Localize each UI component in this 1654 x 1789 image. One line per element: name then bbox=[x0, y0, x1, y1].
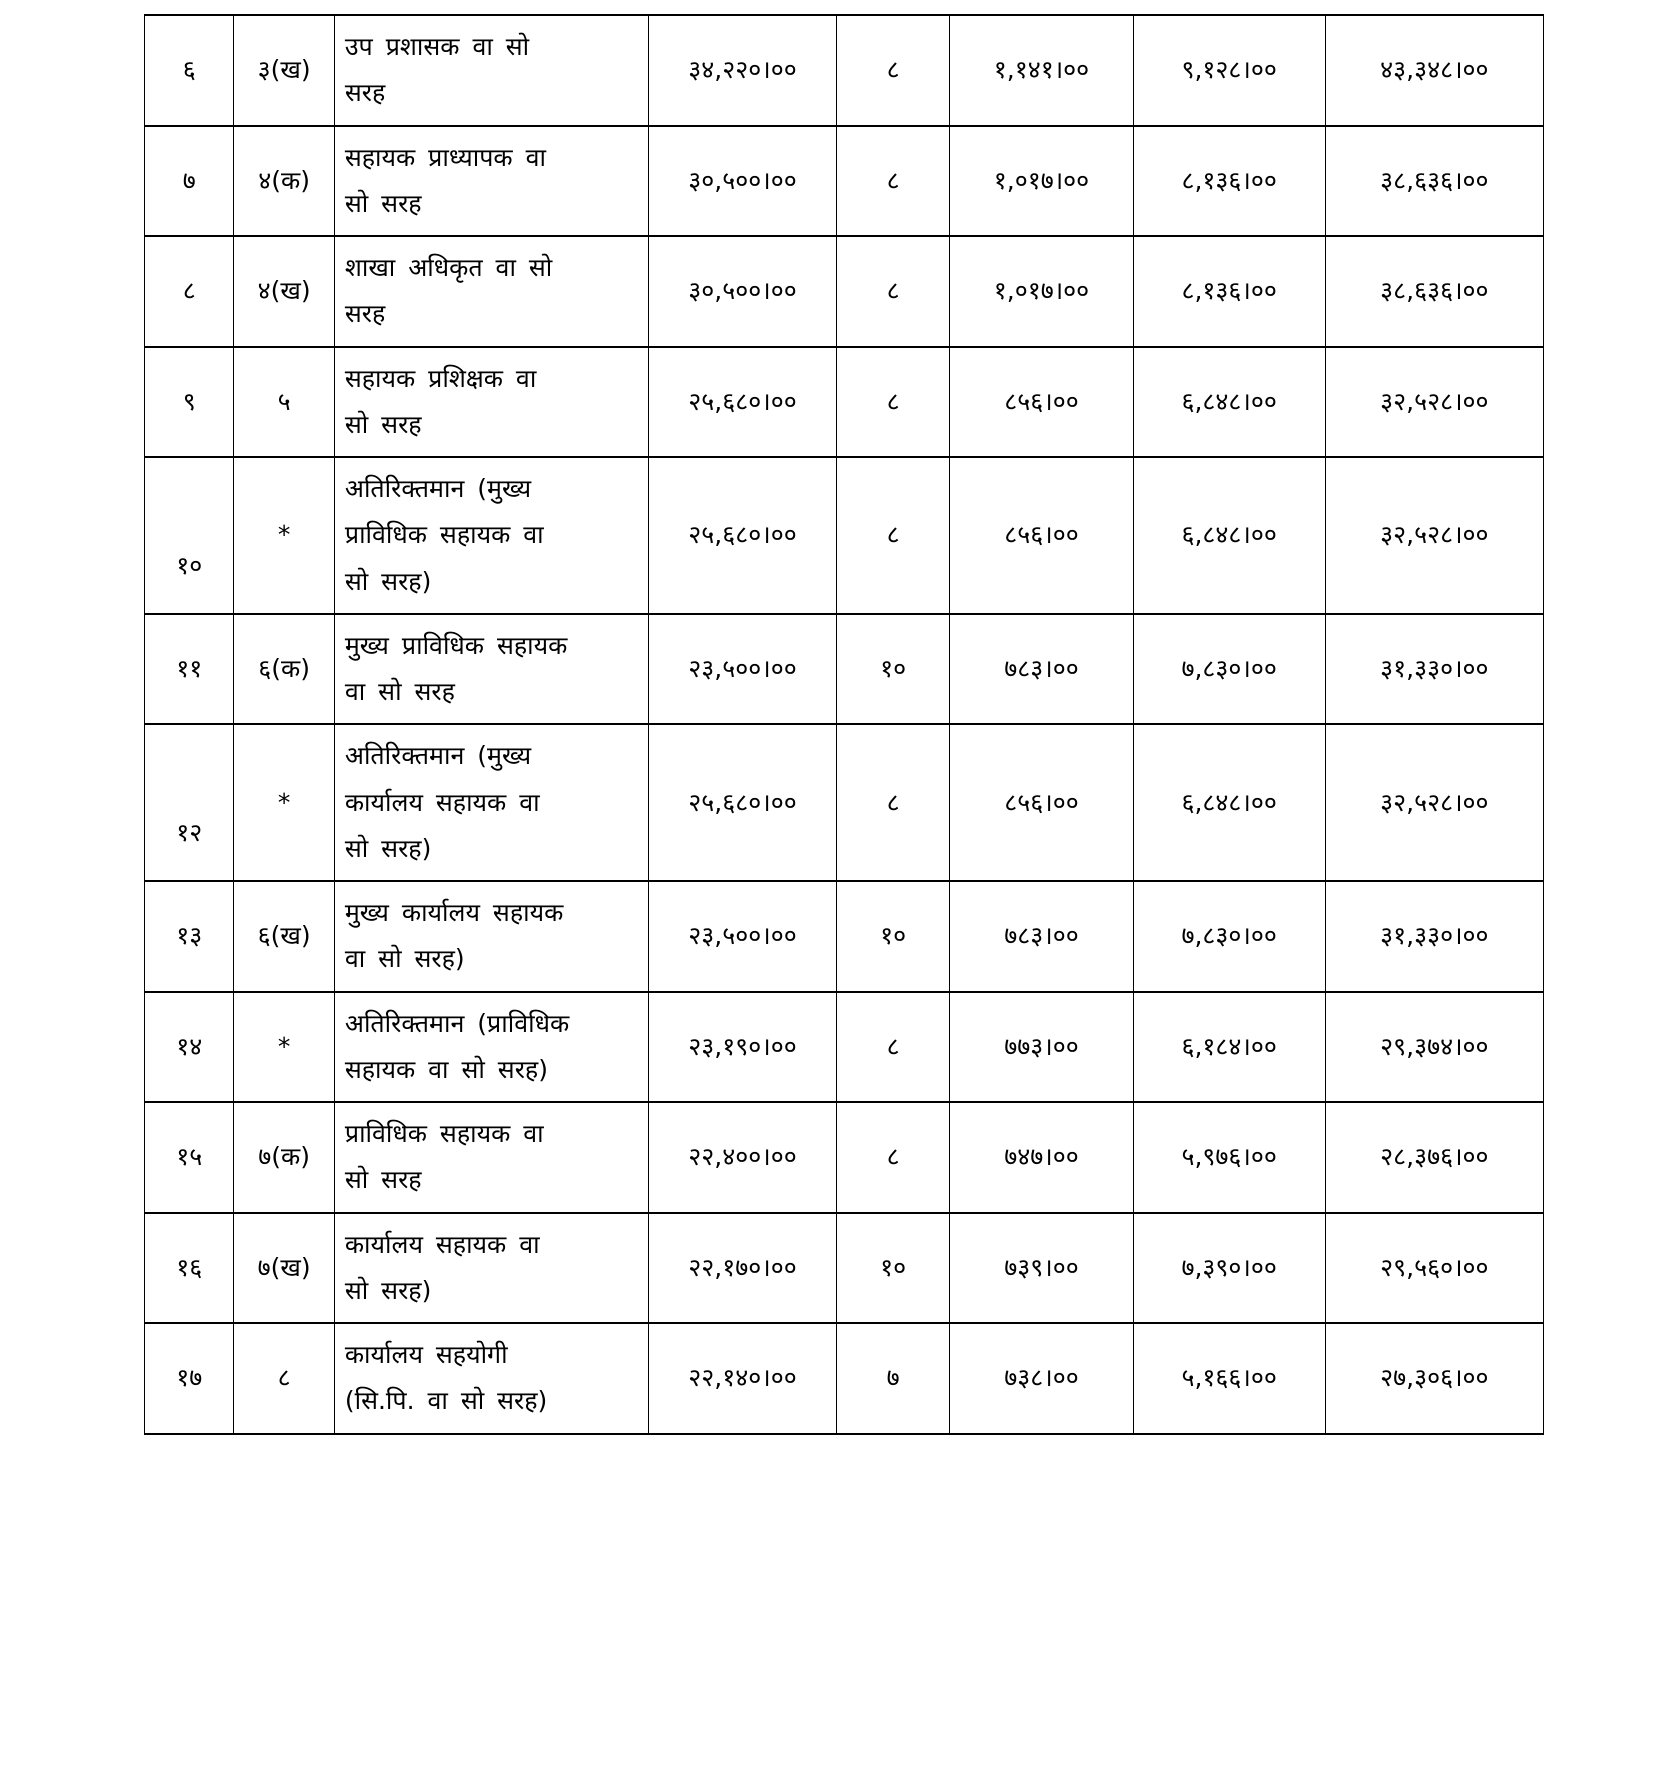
post-name-line: वा सो सरह) bbox=[344, 944, 465, 974]
cell-serial-number: १४ bbox=[145, 992, 234, 1103]
post-name-line: सरह bbox=[344, 78, 386, 108]
cell-monthly-salary: ३०,५००।०० bbox=[649, 126, 837, 237]
cell-total-grade-amount: ७,३९०।०० bbox=[1133, 1213, 1325, 1324]
post-name-line: कार्यालय सहयोगी bbox=[344, 1340, 508, 1369]
post-name-line: प्राविधिक सहायक वा bbox=[344, 520, 544, 550]
cell-grade-steps: ८ bbox=[836, 724, 949, 881]
cell-grade-class: ५ bbox=[234, 347, 334, 458]
cell-monthly-salary: २२,४००।०० bbox=[649, 1102, 837, 1213]
post-name-line: अतिरिक्तमान (मुख्य bbox=[344, 474, 532, 503]
cell-grand-total: २९,५६०।०० bbox=[1325, 1213, 1543, 1324]
cell-grand-total: २८,३७६।०० bbox=[1325, 1102, 1543, 1213]
cell-total-grade-amount: ६,८४८।०० bbox=[1133, 457, 1325, 614]
cell-grand-total: २९,३७४।०० bbox=[1325, 992, 1543, 1103]
cell-post-name bbox=[334, 1102, 648, 1213]
post-name-line: कार्यालय सहायक वा bbox=[344, 787, 540, 817]
table-body bbox=[145, 15, 1544, 1434]
cell-grade-steps: ८ bbox=[836, 347, 949, 458]
salary-scale-table-container bbox=[144, 14, 1544, 1435]
table-row bbox=[145, 992, 1544, 1103]
cell-serial-number: ७ bbox=[145, 126, 234, 237]
cell-grade-class: ३(ख) bbox=[234, 15, 334, 126]
cell-total-grade-amount: ८,१३६।०० bbox=[1133, 236, 1325, 347]
post-name-line: सहायक प्रशिक्षक वा bbox=[344, 363, 537, 393]
post-name-line: सो सरह bbox=[344, 188, 422, 218]
cell-per-step-amount: ७७३।०० bbox=[950, 992, 1133, 1103]
cell-post-name bbox=[334, 1213, 648, 1324]
cell-grade-class: * bbox=[234, 992, 334, 1103]
cell-serial-number: ६ bbox=[145, 15, 234, 126]
cell-per-step-amount: १,०१७।०० bbox=[950, 236, 1133, 347]
cell-per-step-amount: १,०१७।०० bbox=[950, 126, 1133, 237]
post-name-line: प्राविधिक सहायक वा bbox=[344, 1119, 544, 1148]
cell-total-grade-amount: ५,९७६।०० bbox=[1133, 1102, 1325, 1213]
post-name-line: सहायक प्राध्यापक वा bbox=[344, 142, 546, 172]
cell-post-name bbox=[334, 15, 648, 126]
cell-post-name bbox=[334, 126, 648, 237]
cell-serial-number: १५ bbox=[145, 1102, 234, 1213]
cell-per-step-amount: ७४७।०० bbox=[950, 1102, 1133, 1213]
table-row bbox=[145, 1213, 1544, 1324]
cell-total-grade-amount: ९,१२८।०० bbox=[1133, 15, 1325, 126]
post-name-line: सो सरह bbox=[344, 1165, 422, 1195]
cell-monthly-salary: २३,५००।०० bbox=[649, 881, 837, 992]
cell-monthly-salary: २३,५००।०० bbox=[649, 614, 837, 725]
post-name-line: मुख्य कार्यालय सहायक bbox=[344, 898, 564, 927]
cell-per-step-amount: ८५६।०० bbox=[950, 724, 1133, 881]
cell-grand-total: ३१,३३०।०० bbox=[1325, 881, 1543, 992]
cell-post-name bbox=[334, 1323, 648, 1434]
cell-monthly-salary: ३०,५००।०० bbox=[649, 236, 837, 347]
cell-monthly-salary: २२,१४०।०० bbox=[649, 1323, 837, 1434]
table-row bbox=[145, 724, 1544, 881]
table-row bbox=[145, 15, 1544, 126]
cell-grand-total: ३२,५२८।०० bbox=[1325, 347, 1543, 458]
cell-post-name bbox=[334, 236, 648, 347]
cell-per-step-amount: ७८३।०० bbox=[950, 614, 1133, 725]
post-name-line: सो सरह) bbox=[344, 566, 432, 596]
cell-monthly-salary: २२,१७०।०० bbox=[649, 1213, 837, 1324]
post-name-line: वा सो सरह bbox=[344, 677, 455, 706]
cell-total-grade-amount: ६,१८४।०० bbox=[1133, 992, 1325, 1103]
cell-serial-number: १७ bbox=[145, 1323, 234, 1434]
cell-grade-steps: ८ bbox=[836, 1102, 949, 1213]
cell-total-grade-amount: ७,८३०।०० bbox=[1133, 881, 1325, 992]
cell-grade-steps: ८ bbox=[836, 992, 949, 1103]
post-name-line: मुख्य प्राविधिक सहायक bbox=[344, 630, 568, 660]
table-row bbox=[145, 347, 1544, 458]
cell-monthly-salary: २५,६८०।०० bbox=[649, 347, 837, 458]
cell-serial-number: ८ bbox=[145, 236, 234, 347]
cell-monthly-salary: ३४,२२०।०० bbox=[649, 15, 837, 126]
cell-total-grade-amount: ८,१३६।०० bbox=[1133, 126, 1325, 237]
cell-grand-total: ३८,६३६।०० bbox=[1325, 236, 1543, 347]
post-name-line: कार्यालय सहायक वा bbox=[344, 1229, 540, 1259]
cell-grand-total: ३८,६३६।०० bbox=[1325, 126, 1543, 237]
cell-total-grade-amount: ६,८४८।०० bbox=[1133, 724, 1325, 881]
table-row bbox=[145, 457, 1544, 614]
post-name-line: (सि.पि. वा सो सरह) bbox=[344, 1386, 548, 1416]
cell-grade-class: ६(ख) bbox=[234, 881, 334, 992]
cell-grade-class: ४(क) bbox=[234, 126, 334, 237]
cell-serial-number: १३ bbox=[145, 881, 234, 992]
cell-post-name bbox=[334, 992, 648, 1103]
cell-per-step-amount: ७३९।०० bbox=[950, 1213, 1133, 1324]
cell-per-step-amount: ७८३।०० bbox=[950, 881, 1133, 992]
post-name-line: उप प्रशासक वा सो bbox=[344, 32, 530, 61]
cell-post-name bbox=[334, 457, 648, 614]
cell-per-step-amount: ८५६।०० bbox=[950, 347, 1133, 458]
cell-grade-class: * bbox=[234, 457, 334, 614]
table-row bbox=[145, 614, 1544, 725]
cell-serial-number: ११ bbox=[145, 614, 234, 725]
cell-grand-total: ३२,५२८।०० bbox=[1325, 457, 1543, 614]
cell-grade-class: ७(ख) bbox=[234, 1213, 334, 1324]
post-name-line: सो सरह) bbox=[344, 1275, 432, 1305]
post-name-line: अतिरिक्तमान (मुख्य bbox=[344, 741, 532, 771]
cell-total-grade-amount: ६,८४८।०० bbox=[1133, 347, 1325, 458]
cell-grade-steps: १० bbox=[836, 614, 949, 725]
post-name-line: सरह bbox=[344, 299, 386, 329]
cell-total-grade-amount: ५,१६६।०० bbox=[1133, 1323, 1325, 1434]
table-row bbox=[145, 1323, 1544, 1434]
post-name-line: अतिरिक्तमान (प्राविधिक bbox=[344, 1008, 570, 1038]
cell-grand-total: ३२,५२८।०० bbox=[1325, 724, 1543, 881]
cell-grade-steps: ८ bbox=[836, 126, 949, 237]
table-row bbox=[145, 1102, 1544, 1213]
table-row bbox=[145, 236, 1544, 347]
cell-grand-total: ४३,३४८।०० bbox=[1325, 15, 1543, 126]
cell-monthly-salary: २५,६८०।०० bbox=[649, 457, 837, 614]
cell-serial-number: १६ bbox=[145, 1213, 234, 1324]
cell-grade-class: ४(ख) bbox=[234, 236, 334, 347]
cell-serial-number: १० bbox=[145, 457, 234, 614]
cell-post-name bbox=[334, 881, 648, 992]
cell-grade-steps: १० bbox=[836, 1213, 949, 1324]
cell-serial-number: १२ bbox=[145, 724, 234, 881]
post-name-line: शाखा अधिकृत वा सो bbox=[344, 253, 553, 282]
cell-grade-steps: ८ bbox=[836, 15, 949, 126]
cell-grade-class: ७(क) bbox=[234, 1102, 334, 1213]
post-name-line: सो सरह) bbox=[344, 833, 432, 863]
salary-scale-table bbox=[144, 14, 1544, 1435]
cell-per-step-amount: ८५६।०० bbox=[950, 457, 1133, 614]
cell-grade-steps: ८ bbox=[836, 236, 949, 347]
post-name-line: सहायक वा सो सरह) bbox=[344, 1054, 548, 1084]
cell-per-step-amount: ७३८।०० bbox=[950, 1323, 1133, 1434]
cell-grade-class: ८ bbox=[234, 1323, 334, 1434]
cell-grade-class: ६(क) bbox=[234, 614, 334, 725]
post-name-line: सो सरह bbox=[344, 409, 422, 439]
cell-grand-total: ३१,३३०।०० bbox=[1325, 614, 1543, 725]
cell-post-name bbox=[334, 614, 648, 725]
cell-per-step-amount: १,१४१।०० bbox=[950, 15, 1133, 126]
cell-grand-total: २७,३०६।०० bbox=[1325, 1323, 1543, 1434]
cell-grade-steps: ८ bbox=[836, 457, 949, 614]
cell-total-grade-amount: ७,८३०।०० bbox=[1133, 614, 1325, 725]
cell-monthly-salary: २५,६८०।०० bbox=[649, 724, 837, 881]
cell-grade-class: * bbox=[234, 724, 334, 881]
cell-post-name bbox=[334, 724, 648, 881]
cell-post-name bbox=[334, 347, 648, 458]
cell-serial-number: ९ bbox=[145, 347, 234, 458]
cell-grade-steps: १० bbox=[836, 881, 949, 992]
cell-monthly-salary: २३,१९०।०० bbox=[649, 992, 837, 1103]
table-row bbox=[145, 881, 1544, 992]
cell-grade-steps: ७ bbox=[836, 1323, 949, 1434]
table-row bbox=[145, 126, 1544, 237]
